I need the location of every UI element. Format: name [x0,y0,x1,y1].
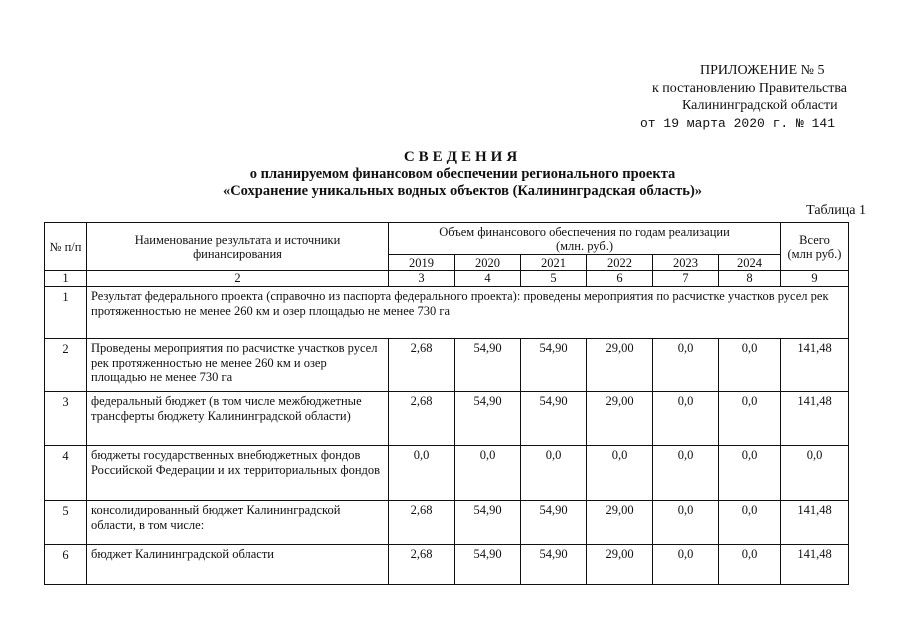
row-number: 4 [45,446,87,501]
row-name: Проведены мероприятия по расчистке участков русел рек протяженностью не менее 260 км и озер площадью не менее 730 га [87,339,389,392]
column-number: 1 [45,271,87,287]
column-number: 2 [87,271,389,287]
row-value: 0,0 [521,446,587,501]
header-year: 2021 [521,255,587,271]
header-num: № п/п [45,223,87,271]
row-value: 0,0 [389,446,455,501]
appendix-number: ПРИЛОЖЕНИЕ № 5 [700,63,825,78]
column-number: 9 [781,271,849,287]
row-value: 29,00 [587,545,653,585]
row-name: бюджет Калининградской области [87,545,389,585]
row-value: 2,68 [389,339,455,392]
row-number: 2 [45,339,87,392]
row-value: 54,90 [455,501,521,545]
row-total: 141,48 [781,545,849,585]
row-name: федеральный бюджет (в том числе межбюджетные трансферты бюджету Калининградской области) [87,392,389,446]
row-value: 54,90 [455,392,521,446]
row-total: 0,0 [781,446,849,501]
table-row [45,501,849,545]
document-subtitle-1: о планируемом финансовом обеспечении регионального проекта [249,166,676,182]
row-value: 0,0 [719,446,781,501]
row-value: 29,00 [587,339,653,392]
header-year: 2024 [719,255,781,271]
row-value: 54,90 [521,339,587,392]
row-value: 0,0 [653,446,719,501]
column-number: 5 [521,271,587,287]
table-label: Таблица 1 [806,203,866,218]
header-year: 2023 [653,255,719,271]
appendix-region: Калининградской области [682,98,838,113]
appendix-block [600,62,870,132]
header-total: Всего (млн руб.) [781,223,849,271]
table-row [45,545,849,585]
table-row [45,287,849,339]
row-number: 1 [45,287,87,339]
table-row [45,339,849,392]
document-title-block [0,149,905,200]
appendix-date: от 19 марта 2020 г. № 141 [640,115,836,131]
row-value: 2,68 [389,501,455,545]
row-name: бюджеты государственных внебюджетных фондов Российской Федерации и их территориальных фондов [87,446,389,501]
column-number: 4 [455,271,521,287]
row-number: 6 [45,545,87,585]
column-number: 3 [389,271,455,287]
row-number: 5 [45,501,87,545]
row-value: 0,0 [719,545,781,585]
row-value: 0,0 [719,501,781,545]
row-value: 2,68 [389,392,455,446]
row-value: 54,90 [455,545,521,585]
header-volume: Объем финансового обеспечения по годам реализации (млн. руб.) [389,223,781,255]
header-year: 2020 [455,255,521,271]
row-value: 54,90 [521,501,587,545]
header-year: 2022 [587,255,653,271]
row-number: 3 [45,392,87,446]
row-value: 0,0 [455,446,521,501]
header-name: Наименование результата и источники финансирования [87,223,389,271]
row-value: 54,90 [521,545,587,585]
row-value: 54,90 [455,339,521,392]
row-value: 0,0 [653,545,719,585]
row-value: 0,0 [719,392,781,446]
row-value: 2,68 [389,545,455,585]
row-value: 54,90 [521,392,587,446]
row-value: 0,0 [653,392,719,446]
document-subtitle-2: «Сохранение уникальных водных объектов (Калининградская область)» [222,183,703,199]
column-number: 7 [653,271,719,287]
header-year: 2019 [389,255,455,271]
row-value: 29,00 [587,392,653,446]
row-name: консолидированный бюджет Калининградской области, в том числе: [87,501,389,545]
column-number: 6 [587,271,653,287]
document-heading: СВЕДЕНИЯ [403,149,522,165]
table-row [45,392,849,446]
row-total: 141,48 [781,339,849,392]
appendix-resolution: к постановлению Правительства [652,80,848,96]
column-number: 8 [719,271,781,287]
row-total: 141,48 [781,392,849,446]
result-description: Результат федерального проекта (справочно из паспорта федерального проекта): проведены мероприятия по расчистке участков русел рек протяженностью не менее 260 км и озер площадью не менее 730 га [87,287,849,339]
row-value: 0,0 [653,339,719,392]
row-value: 0,0 [587,446,653,501]
row-value: 0,0 [653,501,719,545]
table-row [45,446,849,501]
row-value: 0,0 [719,339,781,392]
row-total: 141,48 [781,501,849,545]
financing-table [44,222,849,585]
row-value: 29,00 [587,501,653,545]
